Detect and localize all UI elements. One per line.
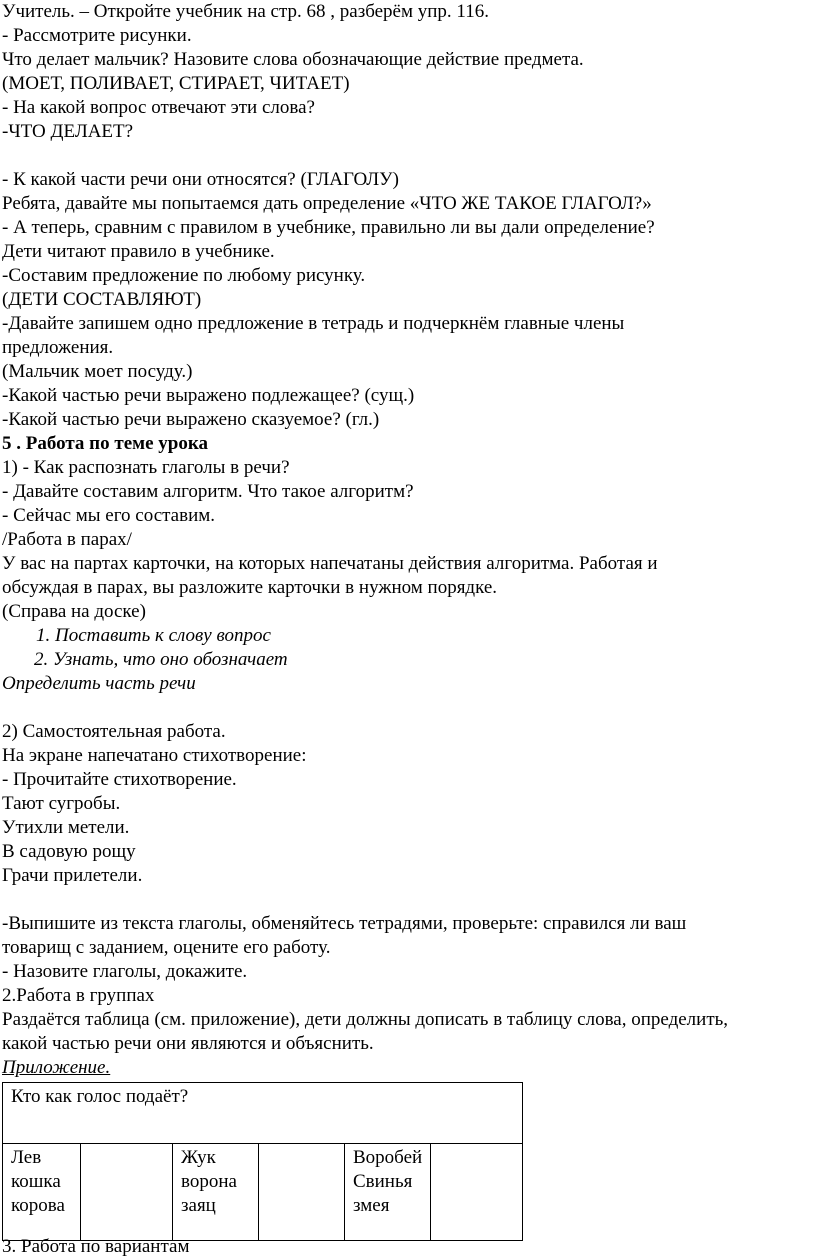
text-line: 1) - Как распознать глаголы в речи? xyxy=(2,457,290,478)
text-line: - Давайте составим алгоритм. Что такое алгоритм? xyxy=(2,481,414,502)
text-line: - Назовите глаголы, докажите. xyxy=(2,961,248,982)
text-line: -Какой частью речи выражено сказуемое? (гл.) xyxy=(2,409,380,430)
text-line: обсуждая в парах, вы разложите карточки в нужном порядке. xyxy=(2,577,498,598)
text-line: Учитель. – Откройте учебник на стр. 68 , разберём упр. 116. xyxy=(2,1,489,22)
table-cell-empty xyxy=(431,1144,523,1241)
text-line: (МОЕТ, ПОЛИВАЕТ, СТИРАЕТ, ЧИТАЕТ) xyxy=(2,73,350,94)
text-line: - Прочитайте стихотворение. xyxy=(2,769,237,790)
text-line: - Рассмотрите рисунки. xyxy=(2,25,192,46)
algorithm-step: 2. Узнать, что оно обозначает xyxy=(34,649,288,670)
appendix-table xyxy=(2,1082,523,1241)
text-line: - На какой вопрос отвечают эти слова? xyxy=(2,97,315,118)
text-line: - К какой части речи они относятся? (ГЛАГОЛУ) xyxy=(2,169,399,190)
table-word: змея xyxy=(353,1195,390,1216)
text-line: - А теперь, сравним с правилом в учебнике, правильно ли вы дали определение? xyxy=(2,217,655,238)
text-line: На экране напечатано стихотворение: xyxy=(2,745,307,766)
text-line: товарищ с заданием, оцените его работу. xyxy=(2,937,331,958)
appendix-label: Приложение. xyxy=(2,1057,111,1078)
table-cell-empty xyxy=(259,1144,345,1241)
text-line: -ЧТО ДЕЛАЕТ? xyxy=(2,121,134,142)
algorithm-step: 1. Поставить к слову вопрос xyxy=(36,625,271,646)
poem-line: Тают сугробы. xyxy=(2,793,121,814)
text-line: - Сейчас мы его составим. xyxy=(2,505,216,526)
text-line: (ДЕТИ СОСТАВЛЯЮТ) xyxy=(2,289,202,310)
poem-line: В садовую рощу xyxy=(2,841,136,862)
poem-line: Грачи прилетели. xyxy=(2,865,143,886)
text-line: Ребята, давайте мы попытаемся дать определение «ЧТО ЖЕ ТАКОЕ ГЛАГОЛ?» xyxy=(2,193,652,214)
algorithm-step: Определить часть речи xyxy=(2,673,196,694)
table-word: Лев xyxy=(11,1147,42,1168)
text-line: /Работа в парах/ xyxy=(2,529,132,550)
blank-line xyxy=(2,888,812,912)
text-line: Что делает мальчик? Назовите слова обозначающие действие предмета. xyxy=(2,49,584,70)
footer-line: 3. Работа по вариантам xyxy=(2,1236,190,1257)
text-line: -Составим предложение по любому рисунку. xyxy=(2,265,366,286)
text-line: Раздаётся таблица (см. приложение), дети должны дописать в таблицу слова, определить, xyxy=(2,1009,729,1030)
text-line: -Выпишите из текста глаголы, обменяйтесь тетрадями, проверьте: справился ли ваш xyxy=(2,913,687,934)
poem-line: Утихли метели. xyxy=(2,817,130,838)
document-body xyxy=(2,0,812,1080)
table-header: Кто как голос подаёт? xyxy=(3,1083,523,1144)
blank-line xyxy=(2,144,812,168)
table-word: Свинья xyxy=(353,1171,413,1192)
text-line: -Давайте запишем одно предложение в тетрадь и подчеркнём главные члены xyxy=(2,313,625,334)
text-line: 2.Работа в группах xyxy=(2,985,155,1006)
text-line: -Какой частью речи выражено подлежащее? (сущ.) xyxy=(2,385,415,406)
table-cell-animals xyxy=(345,1144,431,1241)
table-word: корова xyxy=(11,1195,65,1216)
text-line: У вас на партах карточки, на которых напечатаны действия алгоритма. Работая и xyxy=(2,553,658,574)
text-line: (Справа на доске) xyxy=(2,601,146,622)
section-heading: 5 . Работа по теме урока xyxy=(2,433,208,454)
text-line: предложения. xyxy=(2,337,114,358)
table-word: Воробей xyxy=(353,1147,423,1168)
blank-line xyxy=(2,696,812,720)
table-word: кошка xyxy=(11,1171,61,1192)
text-line: (Мальчик моет посуду.) xyxy=(2,361,193,382)
text-line: 2) Самостоятельная работа. xyxy=(2,721,226,742)
table-word: Жук xyxy=(181,1147,216,1168)
table-cell-empty xyxy=(81,1144,173,1241)
text-line: Дети читают правило в учебнике. xyxy=(2,241,275,262)
text-line: какой частью речи они являются и объяснить. xyxy=(2,1033,374,1054)
table-word: ворона xyxy=(181,1171,237,1192)
table-cell-animals xyxy=(173,1144,259,1241)
table-word: заяц xyxy=(181,1195,216,1216)
table-cell-animals xyxy=(3,1144,81,1241)
